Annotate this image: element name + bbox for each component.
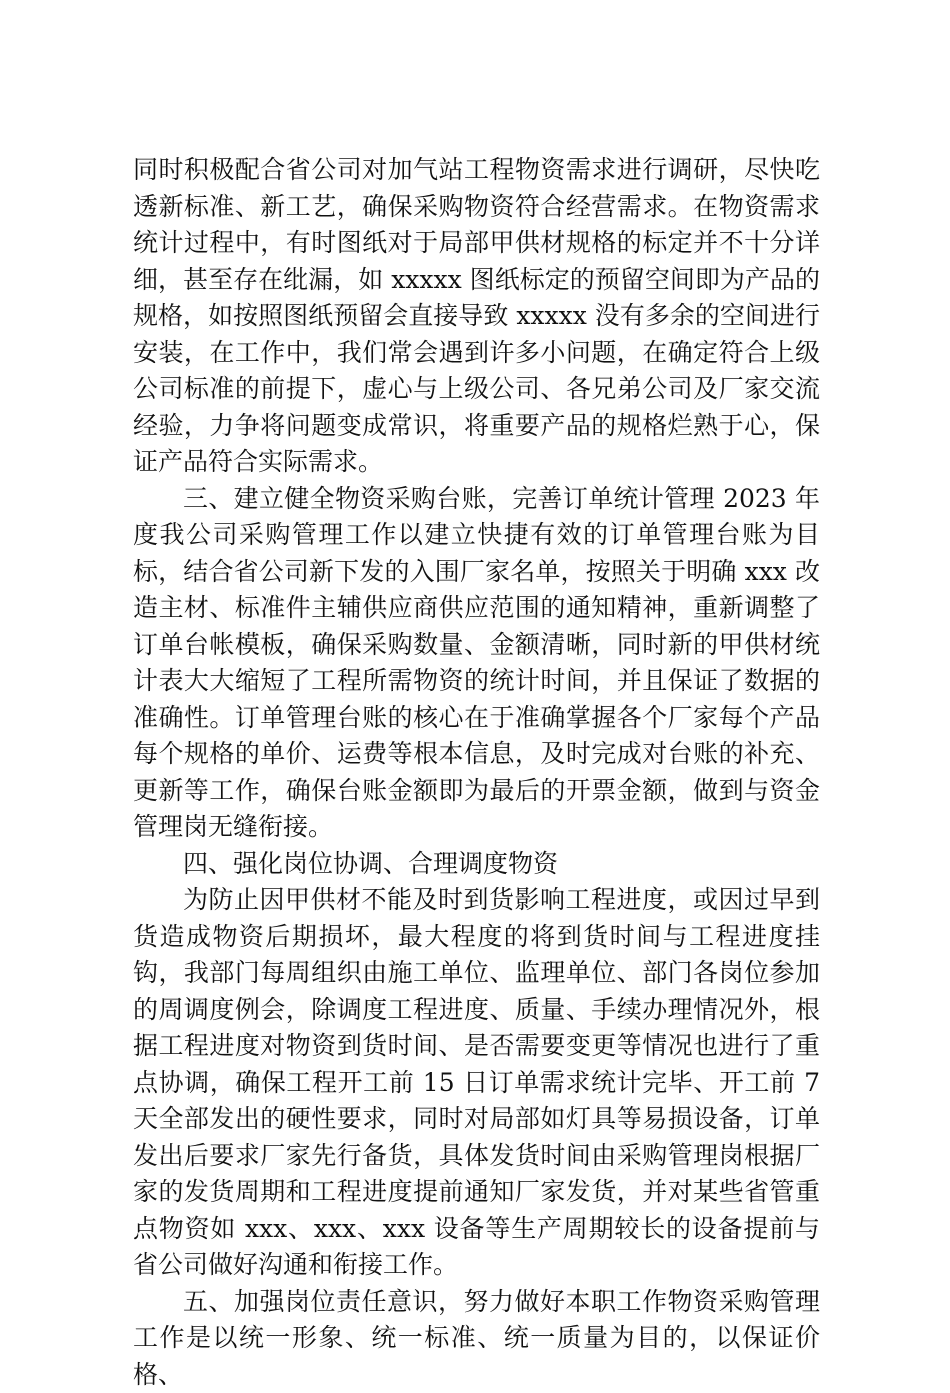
- paragraph-section-4: 为防止因甲供材不能及时到货影响工程进度，或因过早到货造成物资后期损坏，最大程度的将到货时间与工程进度挂钩，我部门每周组织由施工单位、监理单位、部门各岗位参加的周调度例会，除调度工程进度、质量、手续办理情况外，根据工程进度对物资到货时间、是否需要变更等情况也进行了重点协调，确保工程开工前 15 日订单需求统计完毕、开工前 7 天全部发出的硬性要求，同时对局部如灯具等易损设备，订单发出后要求厂家先行备货，具体发货时间由采购管理岗根据厂家的发货周期和工程进度提前通知厂家发货，并对某些省管重点物资如 xxx、xxx、xxx 设备等生产周期较长的设备提前与省公司做好沟通和衔接工作。: [133, 882, 820, 1284]
- paragraph-section-3: 三、建立健全物资采购台账，完善订单统计管理 2023 年度我公司采购管理工作以建立快捷有效的订单管理台账为目标，结合省公司新下发的入围厂家名单，按照关于明确 xxx 改造主材、标准件主辅供应商供应范围的通知精神，重新调整了订单台帐模板，确保采购数量、金额清晰，同时新的甲供材统计表大大缩短了工程所需物资的统计时间，并且保证了数据的准确性。订单管理台账的核心在于准确掌握各个厂家每个产品每个规格的单价、运费等根本信息，及时完成对台账的补充、更新等工作，确保台账金额即为最后的开票金额，做到与资金管理岗无缝衔接。: [133, 481, 820, 846]
- document-body: [133, 152, 820, 1393]
- paragraph-section-5: 五、加强岗位责任意识，努力做好本职工作物资采购管理工作是以统一形象、统一标准、统一质量为目的，以保证价格、: [133, 1284, 820, 1393]
- heading-section-4: 四、强化岗位协调、合理调度物资: [133, 846, 820, 883]
- paragraph-continuation: 同时积极配合省公司对加气站工程物资需求进行调研，尽快吃透新标准、新工艺，确保采购物资符合经营需求。在物资需求统计过程中，有时图纸对于局部甲供材规格的标定并不十分详细，甚至存在纰漏，如 xxxxx 图纸标定的预留空间即为产品的规格，如按照图纸预留会直接导致 xxxxx 没有多余的空间进行安装，在工作中，我们常会遇到许多小问题，在确定符合上级公司标准的前提下，虚心与上级公司、各兄弟公司及厂家交流经验，力争将问题变成常识，将重要产品的规格烂熟于心，保证产品符合实际需求。: [133, 152, 820, 481]
